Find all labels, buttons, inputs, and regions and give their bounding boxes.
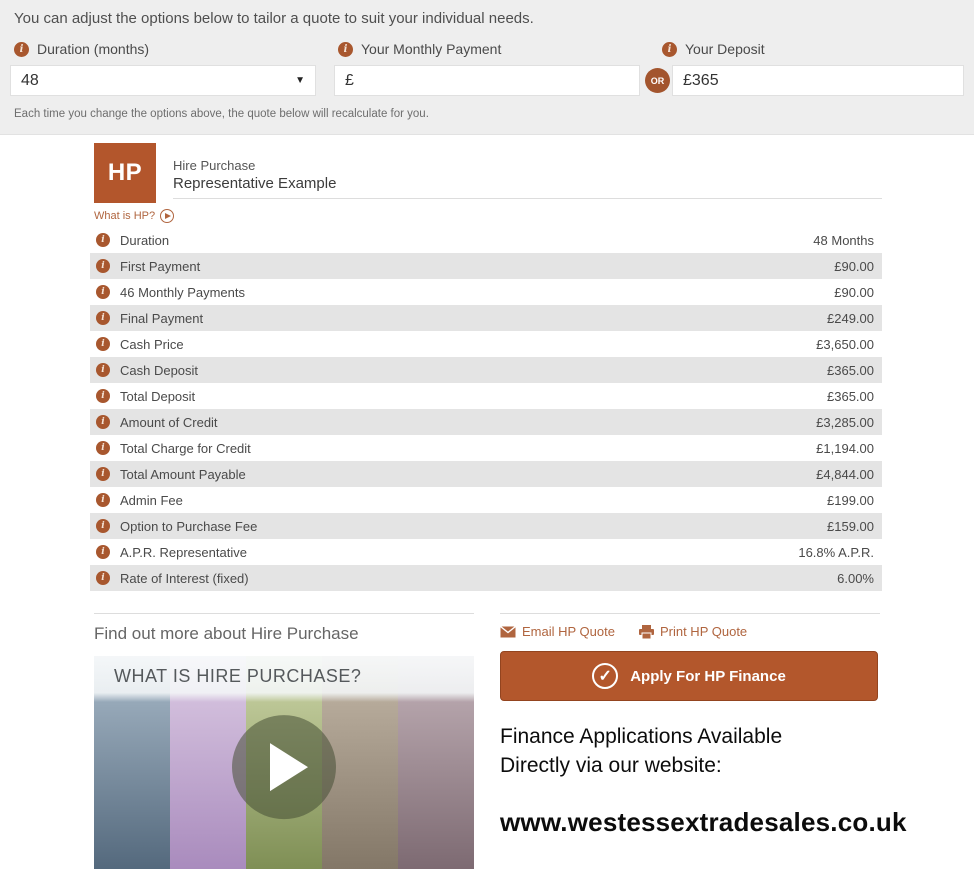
info-icon[interactable]: i <box>96 337 110 351</box>
row-value: 6.00% <box>837 570 874 586</box>
video-thumbnail[interactable] <box>94 656 474 869</box>
row-label: Cash Price <box>120 336 184 352</box>
table-row <box>90 227 882 253</box>
info-icon[interactable]: i <box>96 467 110 481</box>
video-title: WHAT IS HIRE PURCHASE? <box>114 665 362 686</box>
info-icon[interactable]: i <box>338 42 353 57</box>
row-value: £90.00 <box>834 258 874 274</box>
info-icon[interactable]: i <box>96 259 110 273</box>
options-fields <box>10 41 964 96</box>
quote-table <box>90 227 882 591</box>
table-row <box>90 539 882 565</box>
info-icon[interactable]: i <box>14 42 29 57</box>
row-value: £249.00 <box>827 310 874 326</box>
info-icon[interactable]: i <box>96 545 110 559</box>
deposit-label: Your Deposit <box>685 41 765 57</box>
row-label: Rate of Interest (fixed) <box>120 570 249 586</box>
row-value: £1,194.00 <box>816 440 874 456</box>
monthly-payment-input[interactable] <box>334 65 640 96</box>
more-info-column <box>94 611 474 869</box>
table-row <box>90 331 882 357</box>
row-value: £365.00 <box>827 388 874 404</box>
divider <box>94 613 474 614</box>
promo-line-2: Directly via our website: <box>500 753 722 777</box>
table-row <box>90 253 882 279</box>
duration-select-value: 48 <box>21 71 39 89</box>
row-label: Final Payment <box>120 310 204 326</box>
print-quote-link[interactable]: Print HP Quote <box>639 624 747 639</box>
table-row <box>90 565 882 591</box>
quote-options-panel <box>0 0 974 135</box>
row-value: 16.8% A.P.R. <box>798 544 874 560</box>
info-icon[interactable]: i <box>96 493 110 507</box>
what-is-hp-link[interactable]: What is HP? <box>94 209 174 223</box>
play-button-icon[interactable] <box>232 715 336 819</box>
info-icon[interactable]: i <box>96 441 110 455</box>
row-value: £4,844.00 <box>816 466 874 482</box>
or-badge: OR <box>645 68 670 93</box>
email-quote-link[interactable]: Email HP Quote <box>500 624 615 639</box>
promo-line-1: Finance Applications Available <box>500 725 783 748</box>
info-icon[interactable]: i <box>96 363 110 377</box>
info-icon[interactable]: i <box>96 519 110 533</box>
duration-select[interactable] <box>10 65 316 96</box>
envelope-icon <box>500 626 516 638</box>
printer-icon <box>639 625 654 639</box>
info-icon[interactable]: i <box>96 415 110 429</box>
promo-text-block <box>500 723 907 838</box>
table-row <box>90 357 882 383</box>
info-icon[interactable]: i <box>96 311 110 325</box>
row-value: 48 Months <box>813 232 874 248</box>
monthly-payment-label: Your Monthly Payment <box>361 41 502 57</box>
play-circle-icon <box>160 209 174 223</box>
table-row <box>90 435 882 461</box>
row-value: £90.00 <box>834 284 874 300</box>
row-value: £3,650.00 <box>816 336 874 352</box>
monthly-payment-field <box>334 41 640 96</box>
table-row <box>90 513 882 539</box>
row-value: £199.00 <box>827 492 874 508</box>
row-label: 46 Monthly Payments <box>120 284 246 300</box>
info-icon[interactable]: i <box>96 571 110 585</box>
table-row <box>90 383 882 409</box>
row-label: A.P.R. Representative <box>120 544 247 560</box>
row-label: Total Charge for Credit <box>120 440 251 456</box>
row-label: First Payment <box>120 258 201 274</box>
row-value: £365.00 <box>827 362 874 378</box>
row-label: Admin Fee <box>120 492 183 508</box>
info-icon[interactable]: i <box>96 389 110 403</box>
row-label: Total Amount Payable <box>120 466 246 482</box>
row-label: Amount of Credit <box>120 414 218 430</box>
deposit-field <box>650 41 964 96</box>
check-icon: ✓ <box>592 663 618 689</box>
product-header <box>94 143 882 203</box>
row-label: Duration <box>120 232 170 248</box>
info-icon[interactable]: i <box>662 42 677 57</box>
divider <box>500 613 880 614</box>
info-icon[interactable]: i <box>96 233 110 247</box>
apply-hp-finance-button[interactable]: ✓ Apply For HP Finance <box>500 651 878 701</box>
duration-field <box>10 41 316 96</box>
chevron-down-icon: ▼ <box>295 75 305 86</box>
more-info-heading: Find out more about Hire Purchase <box>94 624 359 643</box>
website-url: www.westessextradesales.co.uk <box>500 806 907 837</box>
product-title: Hire Purchase <box>173 158 256 173</box>
hp-badge: HP <box>94 143 156 203</box>
table-row <box>90 305 882 331</box>
row-label: Cash Deposit <box>120 362 199 378</box>
table-row <box>90 487 882 513</box>
row-value: £3,285.00 <box>816 414 874 430</box>
table-row <box>90 279 882 305</box>
table-row <box>90 409 882 435</box>
recalculate-note: Each time you change the options above, the quote below will recalculate for you. <box>14 108 429 120</box>
info-icon[interactable]: i <box>96 285 110 299</box>
row-label: Total Deposit <box>120 388 196 404</box>
row-label: Option to Purchase Fee <box>120 518 258 534</box>
duration-label: Duration (months) <box>37 41 150 57</box>
product-subtitle: Representative Example <box>173 175 337 192</box>
actions-column <box>500 611 907 869</box>
deposit-input[interactable] <box>672 65 964 96</box>
table-row <box>90 461 882 487</box>
intro-text: You can adjust the options below to tailor a quote to suit your individual needs. <box>14 10 534 27</box>
hp-quote-section <box>0 135 974 869</box>
row-value: £159.00 <box>827 518 874 534</box>
